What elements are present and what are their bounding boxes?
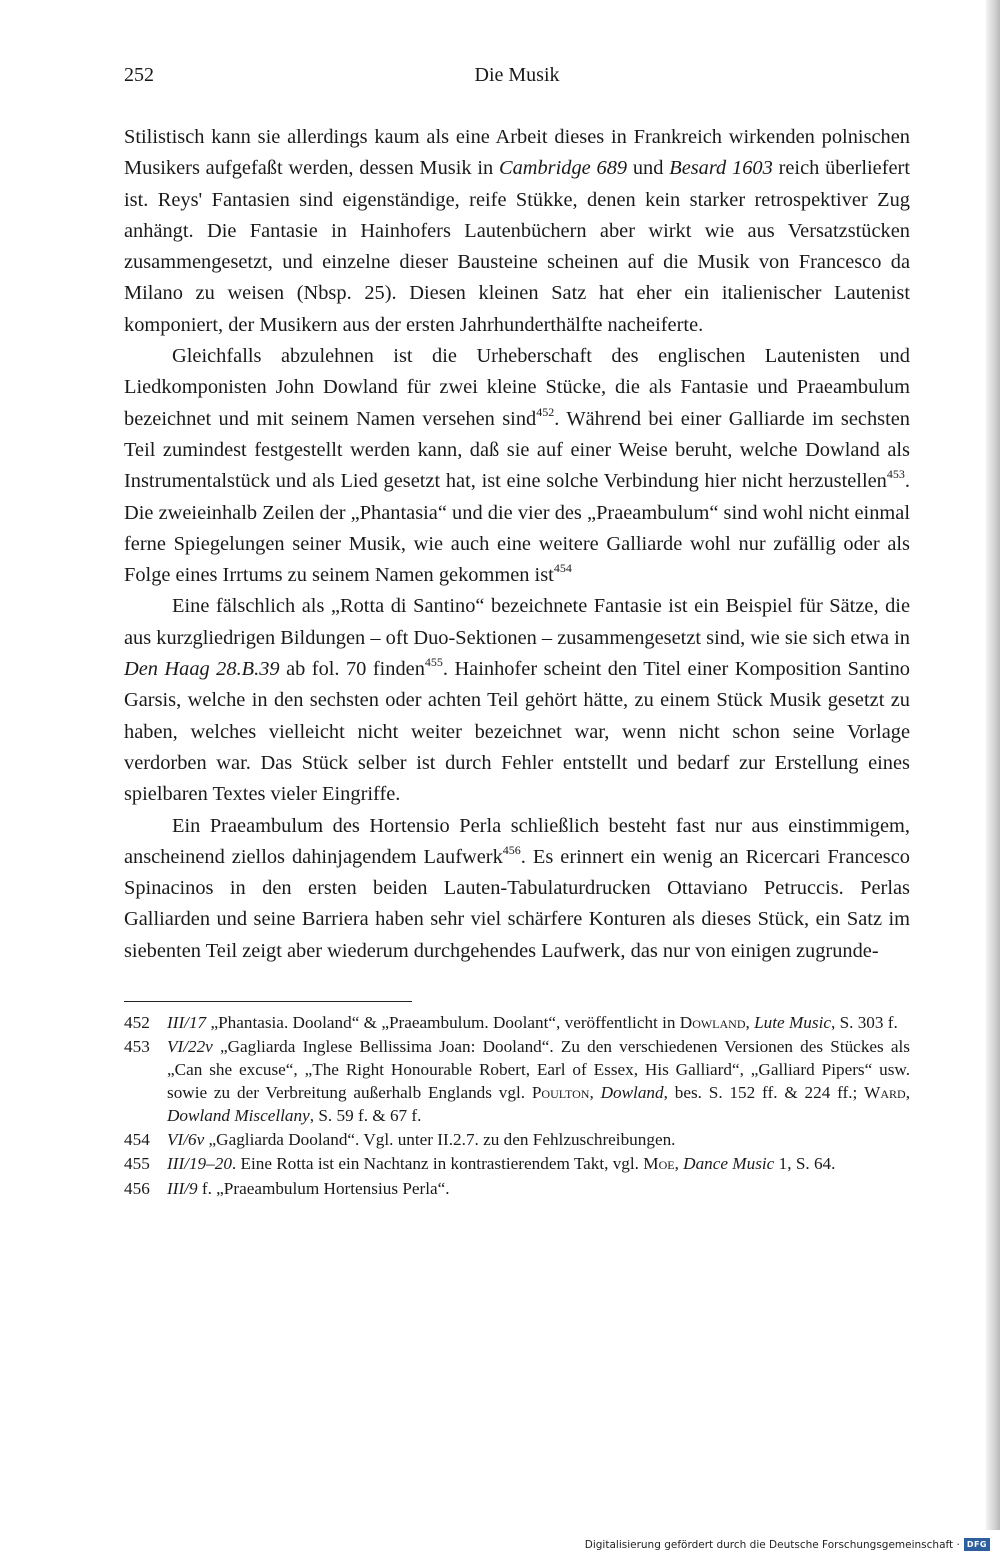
source-title: Besard 1603 bbox=[669, 157, 773, 180]
footnote-signature: III/19–20 bbox=[167, 1154, 232, 1174]
footnote-452 bbox=[124, 1012, 910, 1035]
paragraph-3-text: . Hainhofer scheint den Titel einer Komposition Santino Garsis, welche in den sechsten oder achten Teil gehört hätte, zu einem Stück Musik gesetzt zu haben, welches vielleicht nicht weiter bezeichnet war, wenn nicht schon seine Vorlage verdorben war. Das Stück selber ist durch Fehler entstellt und bedarf zur Erstellung eines spielbaren Textes vieler Eingriffe. bbox=[124, 658, 910, 806]
dfg-logo-icon[interactable]: DFG bbox=[964, 1538, 990, 1551]
footnote-text: , bbox=[745, 1013, 755, 1033]
footnote-ref-455[interactable]: 455 bbox=[424, 655, 443, 670]
paragraph-3-text: ab fol. 70 finden bbox=[279, 658, 425, 681]
footnote-text: f. „Praeambulum Hortensius Perla“. bbox=[197, 1178, 450, 1198]
work-title: Dowland bbox=[600, 1082, 664, 1102]
body-text bbox=[124, 122, 910, 967]
footnote-ref-456[interactable]: 456 bbox=[502, 842, 521, 857]
footnotes bbox=[124, 1012, 910, 1200]
running-head bbox=[124, 64, 910, 94]
author-name: Moe bbox=[643, 1154, 675, 1174]
footnote-text: „Gagliarda Dooland“. Vgl. unter II.2.7. zu den Fehlzuschreibungen. bbox=[204, 1130, 676, 1149]
source-title: Den Haag 28.B.39 bbox=[124, 658, 280, 681]
footnote-separator bbox=[124, 1001, 412, 1002]
footnote-ref-453[interactable]: 453 bbox=[886, 467, 905, 482]
footnote-signature: III/17 bbox=[167, 1013, 207, 1033]
footnote-455 bbox=[124, 1153, 910, 1176]
footnote-text: . Eine Rotta ist ein Nachtanz in kontrastierendem Takt, vgl. bbox=[231, 1154, 644, 1174]
footnote-number: 456 bbox=[124, 1178, 150, 1198]
footnote-text: , bbox=[674, 1154, 684, 1174]
work-title: Lute Music bbox=[754, 1013, 831, 1033]
page-number: 252 bbox=[124, 64, 154, 86]
footnote-456 bbox=[124, 1178, 910, 1201]
paragraph-4-text: . Es erinnert ein wenig an Ricercari Francesco Spinacinos in den ersten beiden Lauten-Tabulaturdrucken Ottaviano Petruccis. Perlas Galliarden und seine Barriera haben sehr viel schärfere Konturen als dieses Stück, ein Satz im siebenten Teil zeigt aber wiederum durchgehendes Laufwerk, das nur von einigen zugrunde- bbox=[124, 845, 910, 962]
paragraph-1-text: Stilistisch kann sie allerdings kaum als eine Arbeit dieses in Frankreich wirkenden polnischen Musikers aufgefaßt werden, dessen Musik in bbox=[124, 126, 910, 180]
running-title: Die Musik bbox=[474, 64, 560, 86]
author-name: Dowland bbox=[679, 1013, 746, 1033]
paragraph-2-text: . Während bei einer Galliarde im sechsten Teil zumindest festgestellt werden kann, daß sie auf einer Weise beruht, welche Dowland als Instrumentalstück und als Lied gesetzt hat, ist eine solche Verbindung hier nicht herzustellen bbox=[124, 407, 910, 493]
paragraph-1-text: reich überliefert ist. Reys' Fantasien sind eigenständige, reife Stükke, denen kein starker retrospektiver Zug anhängt. Die Fantasie in Hainhofers Lautenbüchern aber wirkt wie aus Versatzstücken zusammengesetzt, und einzelne dieser Bausteine scheinen auf die Musik von Francesco da Milano zu weisen (Nbsp. 25). Diesen kleinen Satz hat eher ein italienischer Lautenist komponiert, der Musikern aus der ersten Jahrhunderthälfte nacheiferte. bbox=[124, 157, 911, 336]
footnote-number: 455 bbox=[124, 1154, 150, 1174]
footnote-number: 453 bbox=[124, 1037, 150, 1057]
paragraph-1 bbox=[124, 122, 910, 341]
footnote-ref-454[interactable]: 454 bbox=[553, 561, 572, 576]
work-title: Dowland Miscellany bbox=[167, 1105, 310, 1125]
footnote-454 bbox=[124, 1129, 910, 1152]
page-edge-shadow bbox=[986, 0, 1000, 1530]
author-name: Ward bbox=[864, 1082, 906, 1102]
paragraph-2-text: Gleichfalls abzulehnen ist die Urheberschaft des englischen Lautenisten und Liedkomponisten John Dowland für zwei kleine Stücke, die als Fantasie und Praeambulum bezeichnet und mit seinem Namen versehen sind bbox=[124, 345, 910, 430]
footnote-signature: VI/22v bbox=[167, 1037, 213, 1057]
paragraph-2 bbox=[124, 341, 910, 591]
digitization-credit bbox=[585, 1538, 990, 1551]
footnote-number: 454 bbox=[124, 1130, 150, 1149]
footnote-text: „Phantasia. Dooland“ & „Praeambulum. Doolant“, veröffentlicht in bbox=[206, 1013, 680, 1033]
paragraph-4-text: Ein Praeambulum des Hortensio Perla schließlich besteht fast nur aus einstimmigem, anscheinend ziellos dahinjagendem Laufwerk bbox=[124, 814, 910, 868]
footnote-ref-452[interactable]: 452 bbox=[536, 404, 555, 419]
footnote-text: , bbox=[589, 1082, 601, 1102]
work-title: Dance Music bbox=[683, 1154, 775, 1174]
paragraph-2-text: . Die zweieinhalb Zeilen der „Phantasia“ und die vier des „Praeambulum“ sind wohl nicht einmal ferne Spiegelungen seiner Musik, wie auch eine weitere Galliarde wohl nur zufällig oder als Folge eines Irrtums zu seinem Namen gekommen ist bbox=[124, 470, 910, 587]
footnote-text: „Gagliarda Inglese Bellissima Joan: Dooland“. Zu den verschiedenen Versionen des Stückes als „Can she excuse“, „The Right Honourable Robert, Earl of Essex, His Galliard“, „Galliard Pipers“ usw. sowie zu der Verbreitung außerhalb Englands vgl. bbox=[167, 1037, 910, 1102]
paragraph-1-text: und bbox=[627, 157, 670, 180]
paragraph-3-text: Eine fälschlich als „Rotta di Santino“ bezeichnete Fantasie ist ein Beispiel für Sätze, die aus kurzgliedrigen Bildungen – oft Duo-Sektionen – zusammengesetzt sind, wie sie sich etwa in bbox=[124, 595, 910, 649]
credit-text: Digitalisierung gefördert durch die Deutsche Forschungsgemeinschaft · bbox=[584, 1538, 960, 1551]
footnote-text: , S. 303 f. bbox=[830, 1013, 898, 1033]
book-page bbox=[124, 64, 910, 1202]
paragraph-4 bbox=[124, 811, 910, 967]
footnote-text: , bes. S. 152 ff. & 224 ff.; bbox=[663, 1082, 865, 1102]
footnote-text: , S. 59 f. & 67 f. bbox=[309, 1105, 422, 1125]
footnote-text: , bbox=[905, 1082, 911, 1102]
paragraph-3 bbox=[124, 591, 910, 810]
footnote-text: 1, S. 64. bbox=[774, 1154, 836, 1174]
footnote-453 bbox=[124, 1036, 910, 1127]
footnote-signature: VI/6v bbox=[167, 1130, 205, 1149]
footnote-number: 452 bbox=[124, 1013, 150, 1033]
author-name: Poulton bbox=[531, 1082, 590, 1102]
footnote-signature: III/9 bbox=[167, 1178, 198, 1198]
source-title: Cambridge 689 bbox=[498, 157, 628, 180]
